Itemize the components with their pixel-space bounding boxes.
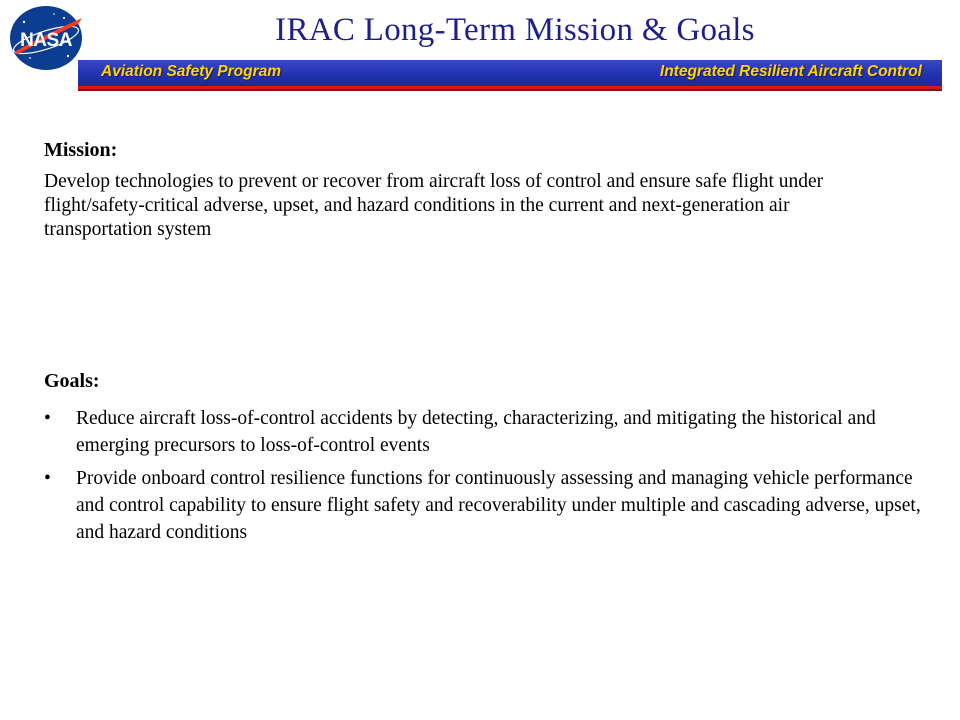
banner-program-label: Aviation Safety Program [101, 63, 282, 80]
slide-title: IRAC Long-Term Mission & Goals [275, 12, 755, 48]
goal-item [44, 465, 944, 546]
goal-text: Reduce aircraft loss-of-control accidents by detecting, characterizing, and mitigating the historical and emerging precursors to loss-of-control events [76, 408, 876, 456]
mission-heading: Mission: [44, 139, 118, 161]
goals-heading: Goals: [44, 370, 100, 392]
program-banner [78, 60, 942, 89]
goal-text: Provide onboard control resilience functions for continuously assessing and managing vehicle performance and control capability to ensure flight safety and recoverability under multiple and cascading adverse, upset, and hazard conditions [76, 468, 921, 543]
goal-item [44, 405, 944, 459]
bullet: • [44, 468, 51, 489]
svg-text:NASA: NASA [20, 30, 72, 51]
mission-text: Develop technologies to prevent or recover from aircraft loss of control and ensure safe flight under flight/safety-critical adverse, upset, and hazard conditions in the current and next-generation air transportation system [44, 171, 824, 240]
banner-project-label: Integrated Resilient Aircraft Control [659, 63, 922, 80]
nasa-logo [6, 4, 86, 72]
goals-list [44, 405, 944, 552]
bullet: • [44, 408, 51, 429]
